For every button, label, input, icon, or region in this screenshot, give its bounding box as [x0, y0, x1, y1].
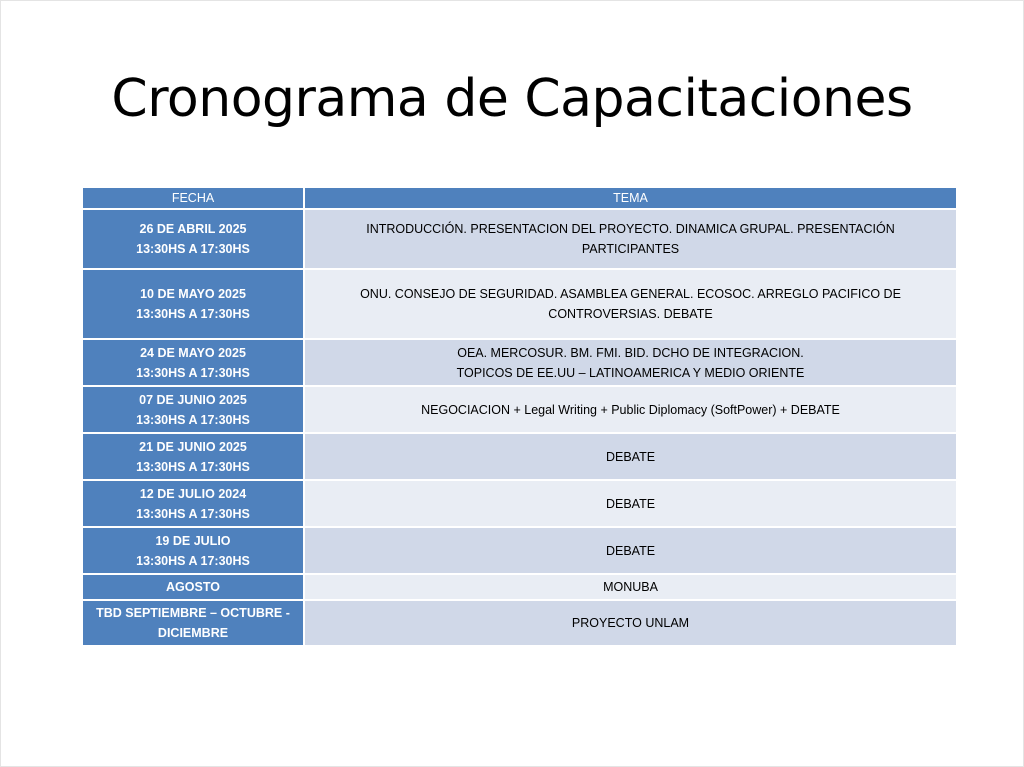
header-tema: TEMA [304, 187, 957, 209]
topic-cell [304, 209, 957, 269]
time-line: 13:30HS A 17:30HS [136, 506, 250, 521]
topic-line: CONTROVERSIAS. DEBATE [548, 307, 713, 321]
time-line: 13:30HS A 17:30HS [136, 307, 250, 321]
schedule-table [81, 186, 958, 647]
date-line: 19 DE JULIO [155, 533, 231, 548]
header-row [82, 187, 957, 209]
time-line: 13:30HS A 17:30HS [136, 553, 250, 568]
date-cell [82, 209, 304, 269]
date-cell [82, 527, 304, 574]
date-line: 10 DE MAYO 2025 [140, 287, 246, 301]
topic-line: DEBATE [605, 496, 656, 511]
topic-line: PROYECTO UNLAM [571, 616, 690, 630]
topic-cell [304, 339, 957, 386]
topic-line: DEBATE [605, 449, 656, 464]
date-line: AGOSTO [166, 580, 220, 594]
topic-cell [304, 269, 957, 339]
date-line: 07 DE JUNIO 2025 [139, 392, 247, 407]
time-line: 13:30HS A 17:30HS [136, 242, 250, 256]
topic-cell [304, 386, 957, 433]
date-line: 12 DE JULIO 2024 [139, 486, 247, 501]
date-cell [82, 480, 304, 527]
topic-line: MONUBA [603, 580, 658, 594]
table-row [82, 339, 957, 386]
date-line: TBD SEPTIEMBRE – OCTUBRE - [96, 606, 290, 620]
date-cell [82, 339, 304, 386]
slide-title: Cronograma de Capacitaciones [111, 69, 913, 129]
topic-cell [304, 574, 957, 600]
topic-line: OEA. MERCOSUR. BM. FMI. BID. DCHO DE INTEGRACION. [457, 345, 804, 360]
table-row [82, 209, 957, 269]
table-row [82, 600, 957, 646]
topic-line: ONU. CONSEJO DE SEGURIDAD. ASAMBLEA GENERAL. ECOSOC. ARREGLO PACIFICO DE [360, 287, 901, 301]
time-line: 13:30HS A 17:30HS [136, 412, 250, 427]
table-row [82, 574, 957, 600]
date-line: DICIEMBRE [157, 626, 229, 640]
topic-line: DEBATE [605, 543, 656, 558]
date-line: 26 DE ABRIL 2025 [139, 222, 247, 236]
table-row [82, 269, 957, 339]
topic-line: INTRODUCCIÓN. PRESENTACION DEL PROYECTO. DINAMICA GRUPAL. PRESENTACIÓN [366, 222, 895, 236]
table-row [82, 386, 957, 433]
table-row [82, 433, 957, 480]
topic-cell [304, 527, 957, 574]
table-row [82, 480, 957, 527]
date-cell [82, 433, 304, 480]
date-line: 21 DE JUNIO 2025 [139, 439, 247, 454]
date-line: 24 DE MAYO 2025 [140, 345, 246, 360]
date-cell [82, 269, 304, 339]
table-row [82, 527, 957, 574]
topic-cell [304, 433, 957, 480]
topic-cell [304, 600, 957, 646]
topic-line: TOPICOS DE EE.UU – LATINOAMERICA Y MEDIO ORIENTE [456, 365, 805, 380]
topic-line: NEGOCIACION + Legal Writing + Public Diplomacy (SoftPower) + DEBATE [421, 402, 840, 417]
header-fecha: FECHA [82, 187, 304, 209]
topic-cell [304, 480, 957, 527]
time-line: 13:30HS A 17:30HS [136, 365, 250, 380]
date-cell [82, 574, 304, 600]
date-cell [82, 600, 304, 646]
topic-line: PARTICIPANTES [581, 242, 680, 256]
date-cell [82, 386, 304, 433]
time-line: 13:30HS A 17:30HS [136, 459, 250, 474]
